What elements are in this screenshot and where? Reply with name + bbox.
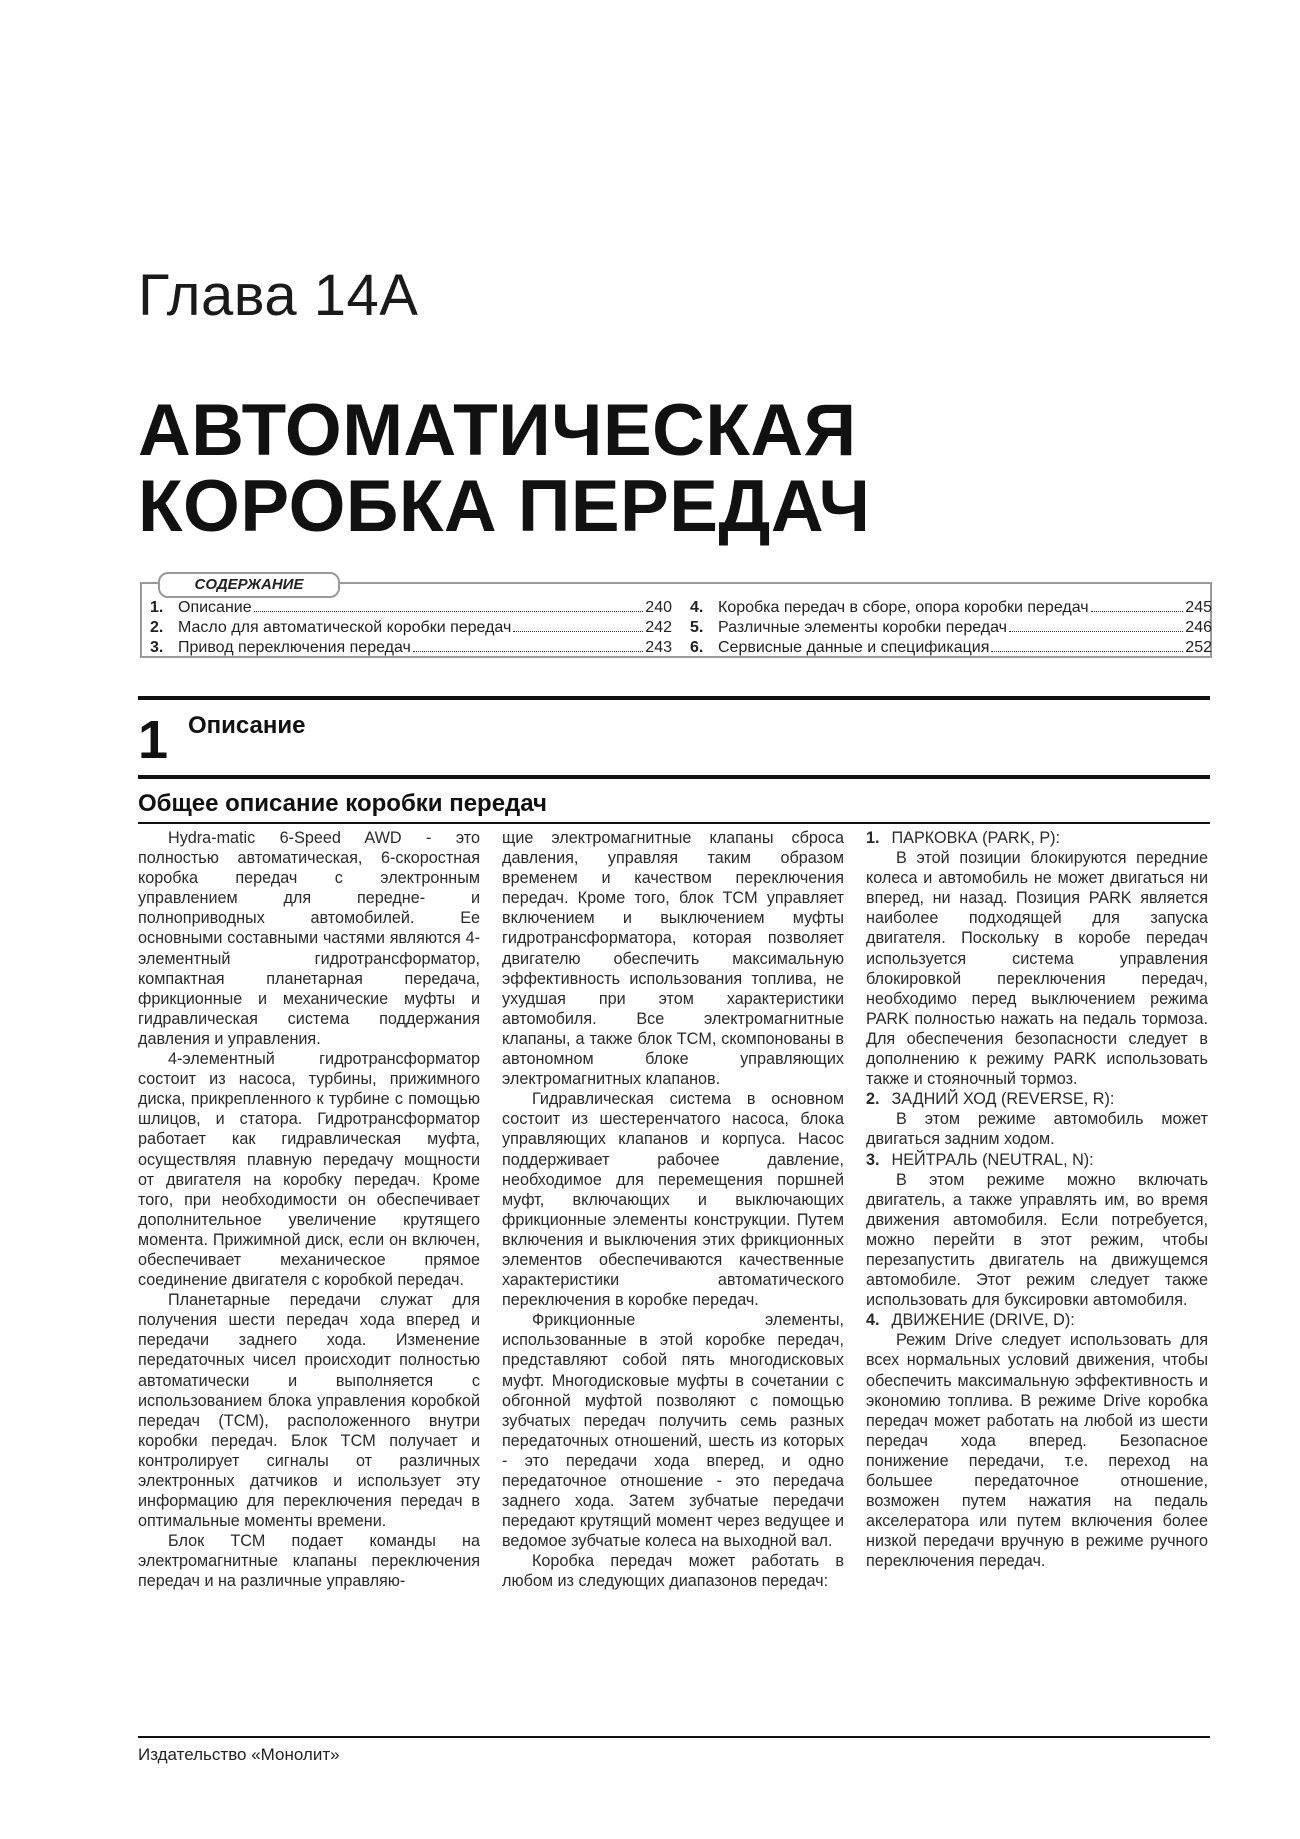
- toc-leader: [991, 651, 1183, 652]
- toc-item-label: Привод переключения передач: [178, 639, 411, 656]
- paragraph: Коробка передач может работать в любом из следующих диапазонов передач:: [502, 1552, 844, 1591]
- toc-item-page: 243: [645, 639, 672, 656]
- toc-item-label: Сервисные данные и спецификация: [718, 639, 990, 656]
- toc-item-label: Описание: [178, 599, 252, 616]
- page-title: [138, 390, 1218, 547]
- paragraph: В этом режиме автомобиль может двигаться задним ходом.: [866, 1110, 1208, 1149]
- toc-item-page: 240: [645, 599, 672, 616]
- mode-title: ПАРКОВКА (PARK, P):: [891, 829, 1061, 847]
- toc-left-column: [150, 598, 672, 658]
- text-column-2: [502, 828, 844, 1592]
- toc-leader: [513, 631, 643, 632]
- section-number: 1: [138, 710, 169, 770]
- toc-item-label: Коробка передач в сборе, опора коробки передач: [718, 599, 1089, 616]
- paragraph: В этой позиции блокируются передние колеса и автомобиль не может двигаться ни вперед, ни назад. Позиция PARK является наиболее подходящей для запуска двигателя. Поскольку в коробе передач используется система управления блокировкой переключения передач, необходимо перед выключением режима PARK полностью нажать на педаль тормоза. Для обеспечения безопасности следует в дополнению к режиму PARK использовать также и стояночный тормоз.: [866, 849, 1208, 1089]
- toc-item-page: 245: [1185, 599, 1212, 616]
- toc-item[interactable]: [690, 618, 1212, 638]
- toc-item-number: 5.: [690, 619, 704, 636]
- mode-title: ЗАДНИЙ ХОД (REVERSE, R):: [891, 1090, 1115, 1109]
- subheading-rule: [138, 822, 1210, 824]
- paragraph: Hydra-matic 6-Speed AWD - это полностью автоматическая, 6-скоростная коробка передач с электронным управлением для передне- и полноприводных автомобилей. Ее основными составными частями являются 4-элементный гидротрансформатор, компактная планетарная передача, фрикционные и механические муфты и гидравлическая система поддержания давления и управления.: [138, 829, 480, 1048]
- toc-item-label: Масло для автоматической коробки передач: [178, 619, 512, 636]
- toc-item[interactable]: [150, 598, 672, 618]
- table-of-contents: [140, 576, 1212, 658]
- section-rule-top: [138, 696, 1210, 700]
- toc-item-number: 1.: [150, 599, 164, 616]
- subheading: Общее описание коробки передач: [138, 790, 547, 817]
- toc-item-page: 242: [645, 619, 672, 636]
- mode-heading: [866, 828, 1208, 848]
- toc-item-number: 3.: [150, 639, 164, 656]
- text-column-3: [866, 828, 1208, 1571]
- paragraph: Фрикционные элементы, использованные в этой коробке передач, представляют собой пять многодисковых муфт. Многодисковые муфты в сочетании с обгонной муфтой позволяют с помощью зубчатых передач получить семь разных передаточных отношений, шесть из которых - это передачи хода вперед, и одно передаточное отношение - это передача заднего хода. Затем зубчатые передачи передают крутящий момент через ведущее и ведомое зубчатые колеса на выходной вал.: [502, 1311, 844, 1551]
- toc-item-page: 246: [1185, 619, 1212, 636]
- toc-item[interactable]: [150, 618, 672, 638]
- chapter-label: Глава 14А: [138, 263, 419, 328]
- mode-title: ДВИЖЕНИЕ (DRIVE, D):: [891, 1311, 1075, 1330]
- paragraph: Гидравлическая система в основном состоит из шестеренчатого насоса, блока управляющих клапанов и корпуса. Насос поддерживает рабочее давление, необходимое для перемещения поршней муфт, включающих и выключающих фрикционные элементы конструкции. Путем включения и выключения этих фрикционных элементов обеспечиваются качественные характеристики автоматического переключения в коробке передач.: [502, 1090, 844, 1310]
- publisher-footer: Издательство «Монолит»: [138, 1745, 340, 1764]
- toc-leader: [413, 651, 643, 652]
- toc-leader: [1009, 631, 1183, 632]
- toc-leader: [1091, 611, 1184, 612]
- mode-number: 4.: [866, 1311, 880, 1330]
- mode-number: 2.: [866, 1090, 880, 1109]
- mode-title: НЕЙТРАЛЬ (NEUTRAL, N):: [891, 1150, 1094, 1169]
- toc-item-page: 252: [1185, 639, 1212, 656]
- footer-rule: [138, 1736, 1210, 1738]
- toc-right-column: [690, 598, 1212, 658]
- toc-item-number: 6.: [690, 639, 704, 656]
- title-line-1: АВТОМАТИЧЕСКАЯ: [138, 390, 857, 471]
- toc-item-label: Различные элементы коробки передач: [718, 619, 1008, 636]
- mode-heading: [866, 1150, 1208, 1170]
- toc-leader: [254, 611, 644, 612]
- toc-item-number: 2.: [150, 619, 164, 636]
- mode-number: 1.: [866, 829, 880, 847]
- paragraph: щие электромагнитные клапаны сброса давления, управляя таким образом временем и качеством переключения передач. Кроме того, блок TCM управляет включением и выключением муфты гидротрансформатора, которая позволяет двигателю обеспечить максимальную эффективность использования топлива, не ухудшая при этом характеристики автомобиля. Все электромагнитные клапаны, а также блок TCM, скомпонованы в автономном блоке управляющих электромагнитных клапанов.: [502, 829, 844, 1089]
- mode-number: 3.: [866, 1150, 880, 1169]
- paragraph: Планетарные передачи служат для получения шести передач хода вперед и передачи заднего хода. Изменение передаточных чисел происходит полностью автоматически и выполняется с использованием блока управления коробкой передач (TCM), расположенного внутри коробки передач. Блок TCM получает и контролирует сигналы от различных электронных датчиков и использует эту информацию для переключения передач в оптимальные моменты времени.: [138, 1291, 480, 1531]
- paragraph: 4-элементный гидротрансформатор состоит из насоса, турбины, прижимного диска, прикрепленного к турбине с помощью шлицов, и статора. Гидротрансформатор работает как гидравлическая муфта, осуществляя плавную передачу мощности от двигателя на коробку передач. Кроме того, при необходимости он обеспечивает дополнительное увеличение крутящего момента. Прижимной диск, если он включен, обеспечивает механическое прямое соединение двигателя с коробкой передач.: [138, 1050, 480, 1290]
- toc-item-number: 4.: [690, 599, 704, 616]
- section-title: Описание: [188, 712, 306, 739]
- paragraph: Блок TCM подает команды на электромагнитные клапаны переключения передач и на различные управляю-: [138, 1532, 480, 1591]
- section-rule-bottom: [138, 775, 1210, 779]
- mode-heading: [866, 1089, 1208, 1109]
- mode-heading: [866, 1310, 1208, 1330]
- text-column-1: [138, 828, 480, 1592]
- toc-heading: СОДЕРЖАНИЕ: [158, 572, 340, 598]
- toc-item[interactable]: [690, 638, 1212, 658]
- paragraph: Режим Drive следует использовать для всех нормальных условий движения, чтобы обеспечить максимальную эффективность и экономию топлива. В режиме Drive коробка передач может работать на любой из шести передач хода вперед. Безопасное понижение передачи, т.е. переход на большее передаточное отношение, возможен путем нажатия на педаль акселератора или путем включения более низкой передачи вручную в режиме ручного переключения передач.: [866, 1331, 1208, 1571]
- toc-item[interactable]: [150, 638, 672, 658]
- paragraph: В этом режиме можно включать двигатель, а также управлять им, во время движения автомобиля. Если потребуется, можно перейти в этот режим, чтобы перезапустить двигатель на движущемся автомобиле. Этот режим следует также использовать для буксировки автомобиля.: [866, 1170, 1208, 1310]
- toc-item[interactable]: [690, 598, 1212, 618]
- title-line-2: КОРОБКА ПЕРЕДАЧ: [138, 466, 871, 547]
